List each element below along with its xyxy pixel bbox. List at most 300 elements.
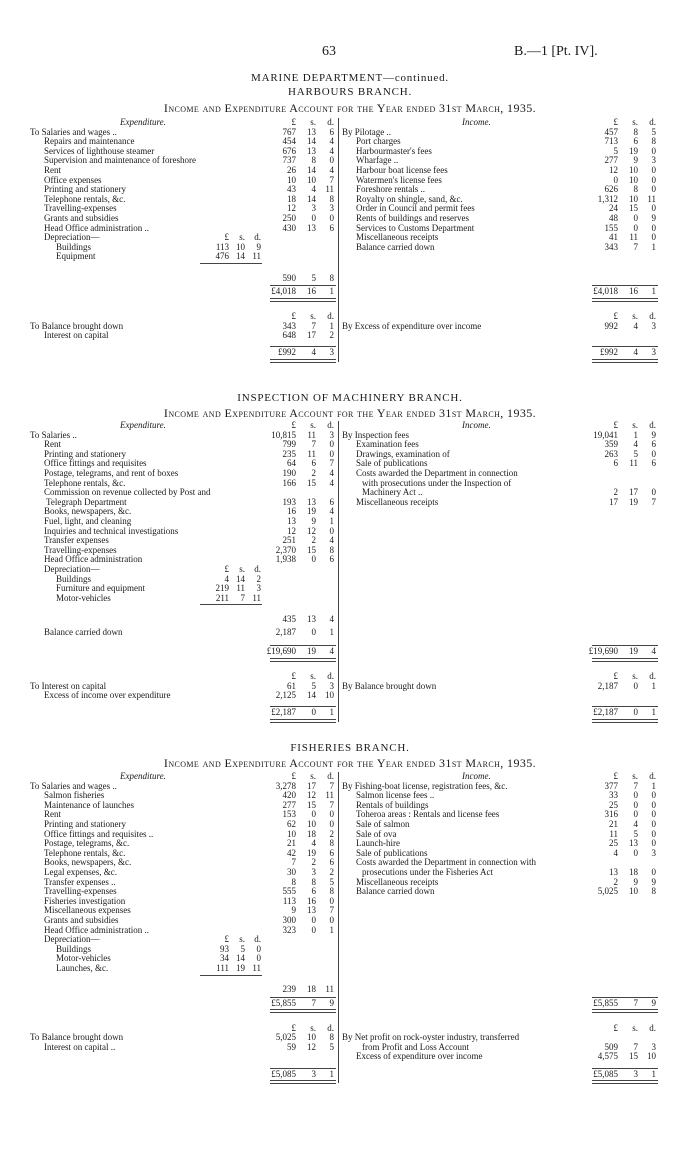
- pence: 0: [329, 448, 334, 459]
- pounds: 251: [282, 535, 296, 546]
- pence: 8: [329, 886, 334, 897]
- pounds: 277: [282, 799, 296, 810]
- depreciation-label: Depreciation—: [44, 564, 100, 574]
- pence: 2: [329, 330, 334, 341]
- pounds: 435: [282, 613, 296, 624]
- shillings: 3: [311, 1068, 316, 1079]
- pounds: 59: [287, 1041, 296, 1052]
- shillings: 13: [629, 838, 638, 849]
- shillings: 0: [633, 680, 638, 691]
- pounds: 1,312: [597, 193, 618, 204]
- pounds: £2,187: [271, 707, 296, 718]
- shillings: 0: [311, 627, 316, 638]
- pounds: £5,085: [593, 1068, 618, 1079]
- pounds: 430: [282, 222, 296, 233]
- shillings: 15: [307, 799, 316, 810]
- shillings: s.: [632, 1022, 638, 1033]
- pence: 1: [329, 516, 334, 526]
- double-rule: [270, 719, 336, 723]
- pence: 7: [329, 780, 334, 791]
- shillings: 10: [629, 165, 638, 175]
- shillings: s.: [632, 420, 638, 430]
- pounds: 454: [282, 136, 296, 147]
- line-item-label: Transfer expenses: [44, 535, 109, 546]
- line-item-label: Travelling-expenses: [44, 203, 117, 214]
- line-item-label: Office expenses: [44, 174, 102, 185]
- shillings: s.: [310, 670, 316, 681]
- depreciation-label: Depreciation—: [44, 934, 100, 945]
- shillings: 7: [633, 241, 638, 252]
- pence: 0: [651, 165, 656, 175]
- page-header: [0, 44, 700, 64]
- pence: 4: [329, 506, 334, 517]
- pounds: 377: [604, 780, 618, 791]
- shillings: 5: [240, 943, 245, 954]
- pence: d.: [649, 670, 656, 681]
- pence: 2: [329, 828, 334, 839]
- shillings: 2: [311, 468, 316, 478]
- pence: 0: [651, 799, 656, 810]
- pence: 0: [651, 222, 656, 233]
- pounds: 300: [282, 915, 296, 925]
- pounds: £: [224, 934, 229, 945]
- pence: 6: [329, 126, 334, 137]
- pence: 0: [651, 838, 656, 849]
- shillings: 13: [307, 222, 316, 233]
- line-item-label: Postage, telegrams, and rent of boxes: [44, 468, 179, 478]
- line-item-label: Harbour boat license fees: [356, 165, 448, 175]
- pence: 9: [651, 213, 656, 223]
- shillings: 17: [629, 487, 638, 498]
- pounds: 590: [282, 272, 296, 283]
- pence: 0: [329, 819, 334, 829]
- pence: d.: [649, 117, 656, 127]
- shillings: 0: [311, 213, 316, 223]
- pence: d.: [649, 771, 656, 781]
- pounds: 277: [604, 155, 618, 166]
- pounds: 420: [282, 790, 296, 801]
- line-item-label: Machinery Act ..: [362, 487, 423, 498]
- shillings: 4: [633, 320, 638, 331]
- shillings: 16: [629, 285, 638, 296]
- pounds: 5,025: [275, 1032, 296, 1043]
- shillings: s.: [239, 934, 245, 945]
- shillings: 10: [629, 174, 638, 185]
- income-total: [342, 647, 658, 657]
- pence: 0: [329, 213, 334, 223]
- pence: 8: [329, 838, 334, 849]
- pence: 0: [651, 145, 656, 156]
- line-item-label: Miscellaneous receipts: [356, 496, 439, 507]
- line-item-label: By Pilotage ..: [342, 126, 391, 137]
- pence: 7: [329, 174, 334, 185]
- pounds: 19,041: [593, 429, 618, 440]
- document-reference: B.—1 [Pt. IV].: [514, 44, 598, 59]
- pence: 3: [651, 155, 656, 166]
- pence: d.: [327, 1022, 334, 1033]
- line-item-label: To Interest on capital: [30, 680, 107, 691]
- line-item-label: Maintenance of launches: [44, 799, 134, 810]
- department-header: MARINE DEPARTMENT—continued.: [251, 72, 449, 84]
- line-item-label: By Net profit on rock-oyster industry, transferred: [342, 1032, 520, 1043]
- line-item: [342, 682, 658, 692]
- account-title: Income and Expenditure Account for the Year ended 31st March, 1935.: [163, 756, 537, 770]
- pence: 11: [252, 251, 261, 262]
- pounds: 316: [604, 809, 618, 820]
- branch-title: FISHERIES BRANCH.: [290, 742, 410, 754]
- depreciation-item-label: Buildings: [56, 573, 92, 584]
- line-item-label: Balance carried down: [356, 886, 435, 897]
- line-item-label: To Salaries and wages ..: [30, 126, 117, 137]
- pounds: £5,855: [271, 997, 296, 1008]
- shillings: 13: [307, 126, 316, 137]
- shillings: 5: [633, 448, 638, 459]
- line-item-label: To Balance brought down: [30, 320, 124, 331]
- pounds: 3,278: [275, 780, 296, 791]
- shillings: 4: [633, 439, 638, 450]
- pounds: 12: [609, 165, 618, 175]
- shillings: 10: [629, 886, 638, 897]
- pence: 11: [252, 963, 261, 973]
- line-item-label: Rent: [44, 439, 61, 450]
- shillings: 7: [633, 780, 638, 791]
- pence: 8: [651, 886, 656, 897]
- shillings: 0: [633, 809, 638, 820]
- column-separator: [338, 118, 339, 362]
- branch-title: INSPECTION OF MACHINERY BRANCH.: [237, 392, 463, 404]
- pounds: £5,085: [271, 1068, 296, 1079]
- shillings: 7: [240, 592, 245, 603]
- pounds: 648: [282, 330, 296, 341]
- pounds: 113: [215, 241, 229, 252]
- pounds: 263: [604, 448, 618, 459]
- income-heading: Income.: [462, 771, 491, 781]
- pounds: 34: [220, 953, 229, 964]
- expenditure-total: [30, 999, 336, 1009]
- pounds: 25: [609, 799, 618, 810]
- balance-total-income: [342, 348, 658, 358]
- rule: [200, 263, 262, 264]
- shillings: 12: [307, 1041, 316, 1052]
- balance-total-expenditure: [30, 708, 336, 718]
- rule: [200, 604, 262, 605]
- pounds: £4,018: [271, 285, 296, 296]
- pence: 4: [329, 136, 334, 147]
- line-item-label: Travelling-expenses: [44, 544, 117, 555]
- shillings: 1: [633, 429, 638, 440]
- shillings: s.: [632, 117, 638, 127]
- shillings: 10: [307, 819, 316, 829]
- line-item-label: Royalty on shingle, sand, &c.: [356, 193, 463, 204]
- double-rule: [270, 1009, 336, 1013]
- pounds: 250: [282, 213, 296, 223]
- line-item-label: Head Office administration ..: [44, 222, 150, 233]
- shillings: 0: [311, 924, 316, 935]
- balance-total-income: [342, 1070, 658, 1080]
- pounds: £5,855: [593, 997, 618, 1008]
- line-item-label: Telephone rentals, &c.: [44, 193, 126, 204]
- pence: 0: [651, 819, 656, 829]
- shillings: 7: [633, 1041, 638, 1052]
- pounds: 12: [287, 525, 296, 536]
- line-item-label: Legal expenses, &c.: [44, 867, 117, 877]
- pence: 1: [651, 680, 656, 691]
- shillings: 0: [633, 707, 638, 718]
- pounds: 113: [282, 895, 296, 906]
- pounds: 21: [287, 838, 296, 849]
- pence: 4: [329, 165, 334, 175]
- line-item-label: Repairs and maintenance: [44, 136, 135, 147]
- depreciation-item-label: Buildings: [56, 241, 92, 252]
- pounds: £: [613, 310, 618, 321]
- line-item-label: Telegraph Department: [46, 496, 127, 507]
- pence: 8: [329, 272, 334, 283]
- pounds: 25: [609, 838, 618, 849]
- line-item-label: Toheroa areas : Rentals and license fees: [356, 809, 500, 820]
- depreciation-item-label: Motor-vehicles: [56, 592, 111, 603]
- pounds: 476: [215, 251, 229, 262]
- shillings: 10: [307, 174, 316, 185]
- pounds: 13: [287, 516, 296, 526]
- shillings: s.: [310, 420, 316, 430]
- shillings: 19: [307, 847, 316, 858]
- shillings: s.: [310, 1022, 316, 1033]
- pence: 8: [329, 1032, 334, 1043]
- pence: 1: [651, 707, 656, 718]
- balance-carried-down: [30, 628, 336, 638]
- account-title: Income and Expenditure Account for the Year ended 31st March, 1935.: [163, 406, 537, 420]
- pounds: 26: [287, 165, 296, 175]
- pounds: 62: [287, 819, 296, 829]
- pence: 1: [329, 924, 334, 935]
- pence: 6: [329, 554, 334, 565]
- line-item-label: prosecutions under the Fisheries Act: [362, 867, 493, 877]
- pounds: 676: [282, 145, 296, 156]
- shillings: 11: [629, 458, 638, 469]
- income-heading: Income.: [462, 117, 491, 127]
- line-item-label: Costs awarded the Department in connection: [356, 468, 518, 478]
- pounds: £: [613, 771, 618, 781]
- pounds: 13: [609, 867, 618, 877]
- line-item-label: Sale of salmon: [356, 819, 410, 829]
- pence: 0: [651, 203, 656, 214]
- pounds: 18: [287, 193, 296, 204]
- line-item: [342, 243, 658, 253]
- shillings: 6: [311, 458, 316, 469]
- line-item-label: Watermen's license fees: [356, 174, 442, 185]
- shillings: s.: [239, 232, 245, 243]
- line-item-label: Miscellaneous expenses: [44, 905, 131, 916]
- shillings: 18: [307, 984, 316, 995]
- shillings: 12: [307, 790, 316, 801]
- line-item-label: Balance carried down: [356, 241, 435, 252]
- pounds: 111: [216, 963, 229, 973]
- shillings: 18: [629, 867, 638, 877]
- pounds: 2: [613, 876, 618, 887]
- pence: 6: [329, 222, 334, 233]
- shillings: 7: [311, 439, 316, 450]
- expenditure-total: [30, 647, 336, 657]
- line-item-label: Fisheries investigation: [44, 895, 126, 906]
- expenditure-total: [30, 287, 336, 297]
- pounds: 211: [215, 592, 229, 603]
- depreciation-item-label: Motor-vehicles: [56, 953, 111, 964]
- double-rule: [592, 298, 658, 302]
- pence: 3: [329, 203, 334, 214]
- line-item-label: Excess of expenditure over income: [356, 1051, 483, 1062]
- shillings: 15: [629, 203, 638, 214]
- pence: 11: [325, 790, 334, 801]
- pounds: 12: [287, 203, 296, 214]
- pounds: 10,815: [271, 429, 296, 440]
- shillings: 3: [311, 867, 316, 877]
- shillings: 19: [629, 646, 638, 656]
- pence: 0: [256, 943, 261, 954]
- pounds: 713: [604, 136, 618, 147]
- shillings: 19: [629, 145, 638, 156]
- line-item-label: Examination fees: [356, 439, 419, 450]
- depreciation-item-label: Equipment: [56, 251, 96, 262]
- pence: d.: [327, 420, 334, 430]
- pounds: 0: [613, 174, 618, 185]
- pence: 3: [329, 429, 334, 440]
- pounds: 48: [609, 213, 618, 223]
- line-item-label: Head Office administration ..: [44, 924, 150, 935]
- pence: 4: [329, 477, 334, 488]
- shillings: 0: [311, 915, 316, 925]
- shillings: 13: [307, 613, 316, 624]
- line-item-label: Rentals of buildings: [356, 799, 429, 810]
- pounds: £: [613, 420, 618, 430]
- line-item-label: Office fittings and requisites: [44, 458, 147, 469]
- pounds: 799: [282, 439, 296, 450]
- pence: 3: [329, 347, 334, 358]
- pounds: 61: [287, 680, 296, 691]
- pounds: £992: [600, 347, 618, 358]
- depreciation-item-label: Launches, &c.: [56, 963, 109, 973]
- pounds: £: [613, 117, 618, 127]
- line-item-label: from Profit and Loss Account: [362, 1041, 469, 1052]
- shillings: 8: [633, 184, 638, 195]
- line-item-label: To Salaries and wages ..: [30, 780, 117, 791]
- pence: 7: [329, 458, 334, 469]
- pounds: 2,187: [597, 680, 618, 691]
- shillings: 11: [307, 429, 316, 440]
- pence: 3: [651, 347, 656, 358]
- pence: 0: [329, 895, 334, 906]
- line-item-label: Services of lighthouse steamer: [44, 145, 155, 156]
- pounds: 30: [287, 867, 296, 877]
- double-rule: [592, 658, 658, 662]
- pounds: 11: [609, 828, 618, 839]
- pence: 0: [651, 487, 656, 498]
- shillings: 16: [307, 895, 316, 906]
- pounds: 235: [282, 448, 296, 459]
- pence: 1: [329, 285, 334, 296]
- line-item-label: Sale of ova: [356, 828, 397, 839]
- line-item-label: Telephone rentals, &c.: [44, 847, 126, 858]
- pounds: 64: [287, 458, 296, 469]
- shillings: 3: [311, 203, 316, 214]
- pounds: 21: [609, 819, 618, 829]
- shillings: 2: [311, 857, 316, 868]
- pence: d.: [254, 934, 261, 945]
- pence: 4: [329, 535, 334, 546]
- pounds: 10: [287, 174, 296, 185]
- shillings: 7: [311, 320, 316, 331]
- pence: 0: [329, 915, 334, 925]
- pence: 6: [329, 847, 334, 858]
- line-item: [30, 691, 336, 701]
- pence: 1: [651, 1068, 656, 1079]
- shillings: 18: [307, 828, 316, 839]
- double-rule: [270, 359, 336, 363]
- depreciation-item-label: Buildings: [56, 943, 92, 954]
- pounds: £19,690: [266, 646, 296, 656]
- pounds: 7: [291, 857, 296, 868]
- pounds: £: [291, 117, 296, 127]
- line-item-label: Inquiries and technical investigations: [44, 525, 179, 536]
- depreciation-item: [30, 964, 336, 974]
- shillings: 5: [633, 828, 638, 839]
- pounds: 4: [613, 847, 618, 858]
- pence: 3: [256, 583, 261, 594]
- pounds: 9: [291, 905, 296, 916]
- shillings: 14: [307, 690, 316, 701]
- line-item-label: Foreshore rentals ..: [356, 184, 425, 195]
- pounds: 767: [282, 126, 296, 137]
- pounds: £: [613, 670, 618, 681]
- line-item: [342, 498, 658, 508]
- pence: 1: [329, 707, 334, 718]
- depreciation-item: [30, 594, 336, 604]
- pounds: 992: [604, 320, 618, 331]
- pounds: £: [291, 310, 296, 321]
- pence: 0: [651, 790, 656, 801]
- pounds: 166: [282, 477, 296, 488]
- pence: 5: [329, 876, 334, 887]
- page-number: 63: [322, 44, 336, 59]
- line-item: [30, 331, 336, 341]
- pounds: £: [291, 670, 296, 681]
- line-item-label: Wharfage ..: [356, 155, 399, 166]
- pence: 6: [651, 458, 656, 469]
- pence: 3: [651, 320, 656, 331]
- shillings: 9: [633, 876, 638, 887]
- shillings: 0: [311, 707, 316, 718]
- branch-title: HARBOURS BRANCH.: [287, 86, 413, 98]
- pence: 5: [329, 1041, 334, 1052]
- line-item-label: Services to Customs Department: [356, 222, 475, 233]
- pounds: 1,938: [275, 554, 296, 565]
- pence: 10: [325, 690, 334, 701]
- pence: 7: [329, 905, 334, 916]
- shillings: 7: [633, 997, 638, 1008]
- pounds: 2,125: [275, 690, 296, 701]
- pence: 2: [329, 867, 334, 877]
- pounds: 10: [287, 828, 296, 839]
- shillings: 0: [633, 799, 638, 810]
- line-item: [342, 322, 658, 332]
- shillings: 10: [236, 241, 245, 252]
- pence: 0: [651, 232, 656, 243]
- line-item-label: By Excess of expenditure over income: [342, 320, 482, 331]
- pounds: £: [613, 1022, 618, 1033]
- shillings: 3: [633, 1068, 638, 1079]
- shillings: 0: [311, 809, 316, 820]
- line-item-label: By Balance brought down: [342, 680, 437, 691]
- pounds: 2,370: [275, 544, 296, 555]
